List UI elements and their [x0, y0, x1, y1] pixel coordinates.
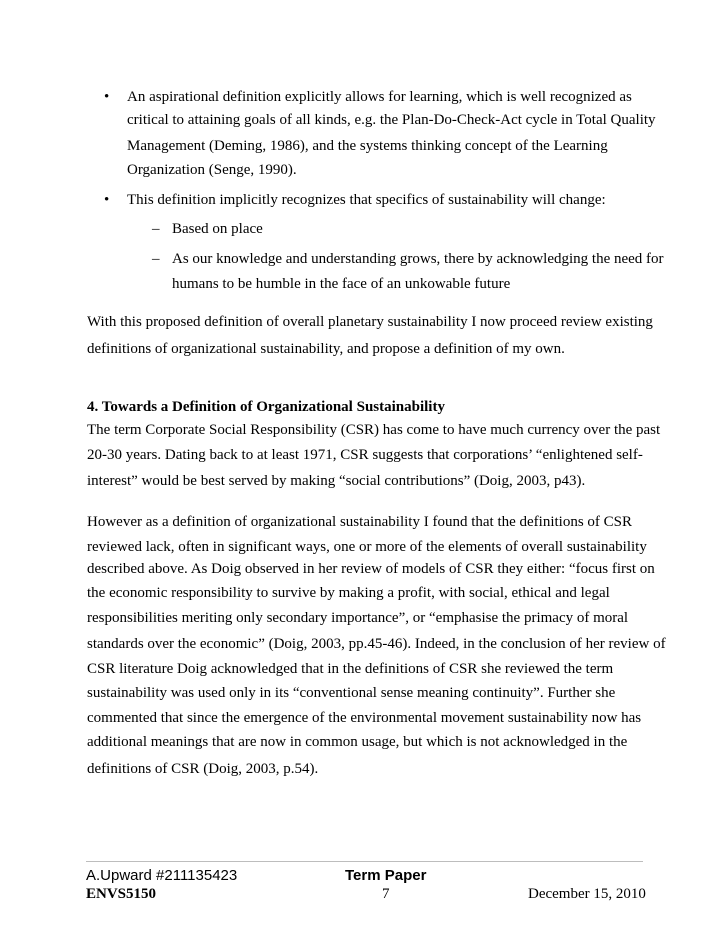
para-2-line-2: 20-30 years. Dating back to at least 1971, CSR suggests that corporations’ “enlightened self-	[87, 447, 643, 463]
bullet-1-line-3: Management (Deming, 1986), and the systems thinking concept of the Learning	[127, 138, 608, 154]
para-3-line-4: the economic responsibility to survive by making a profit, with social, ethical and legal	[87, 585, 610, 601]
para-3-line-9: commented that since the emergence of the environmental movement sustainability now has	[87, 710, 642, 726]
para-3-line-6: standards over the economic” (Doig, 2003, pp.45-46). Indeed, in the conclusion of her review of	[87, 636, 666, 652]
bullet-marker: •	[104, 192, 110, 208]
footer-doc-type: Term Paper	[345, 867, 427, 884]
para-3-line-8: sustainability was used only in its “conventional sense meaning continuity”. Further she	[87, 685, 616, 701]
para-3-line-10: additional meanings that are now in common usage, but which is not acknowledged in the	[87, 734, 628, 750]
sub-item-2-line-1: As our knowledge and understanding grows, there by acknowledging the need for	[172, 251, 664, 267]
sub-item-1-line-1: Based on place	[172, 221, 263, 237]
dash-marker: –	[152, 221, 160, 237]
bullet-1-line-2: critical to attaining goals of all kinds, e.g. the Plan-Do-Check-Act cycle in Total Quality	[127, 112, 656, 128]
section-heading: 4. Towards a Definition of Organizational Sustainability	[87, 399, 445, 415]
para-2-line-1: The term Corporate Social Responsibility (CSR) has come to have much currency over the past	[87, 422, 661, 438]
bullet-2-line-1: This definition implicitly recognizes that specifics of sustainability will change:	[127, 192, 606, 208]
bullet-1-line-4: Organization (Senge, 1990).	[127, 162, 297, 178]
bullet-1-line-1: An aspirational definition explicitly allows for learning, which is well recognized as	[127, 89, 632, 105]
para-2-line-3: interest” would be best served by making “social contributions” (Doig, 2003, p43).	[87, 473, 586, 489]
footer-page-number: 7	[382, 886, 390, 902]
bullet-marker: •	[104, 89, 110, 105]
footer-divider	[86, 861, 643, 862]
para-3-line-1: However as a definition of organizational sustainability I found that the definitions of CSR	[87, 514, 633, 530]
para-1-line-2: definitions of organizational sustainability, and propose a definition of my own.	[87, 341, 565, 357]
para-3-line-3: described above. As Doig observed in her review of models of CSR they either: “focus first on	[87, 561, 655, 577]
para-3-line-7: CSR literature Doig acknowledged that in the definitions of CSR she reviewed the term	[87, 661, 614, 677]
para-3-line-5: responsibilities meriting only secondary importance”, or “emphasise the primacy of moral	[87, 610, 629, 626]
dash-marker: –	[152, 251, 160, 267]
footer-date: December 15, 2010	[528, 886, 646, 902]
sub-item-2-line-2: humans to be humble in the face of an unkowable future	[172, 276, 511, 292]
para-1-line-1: With this proposed definition of overall planetary sustainability I now proceed review existing	[87, 314, 653, 330]
para-3-line-11: definitions of CSR (Doig, 2003, p.54).	[87, 761, 319, 777]
footer-course: ENVS5150	[86, 886, 157, 902]
footer-author: A.Upward #211135423	[86, 867, 238, 884]
para-3-line-2: reviewed lack, often in significant ways, one or more of the elements of overall sustainability	[87, 539, 647, 555]
